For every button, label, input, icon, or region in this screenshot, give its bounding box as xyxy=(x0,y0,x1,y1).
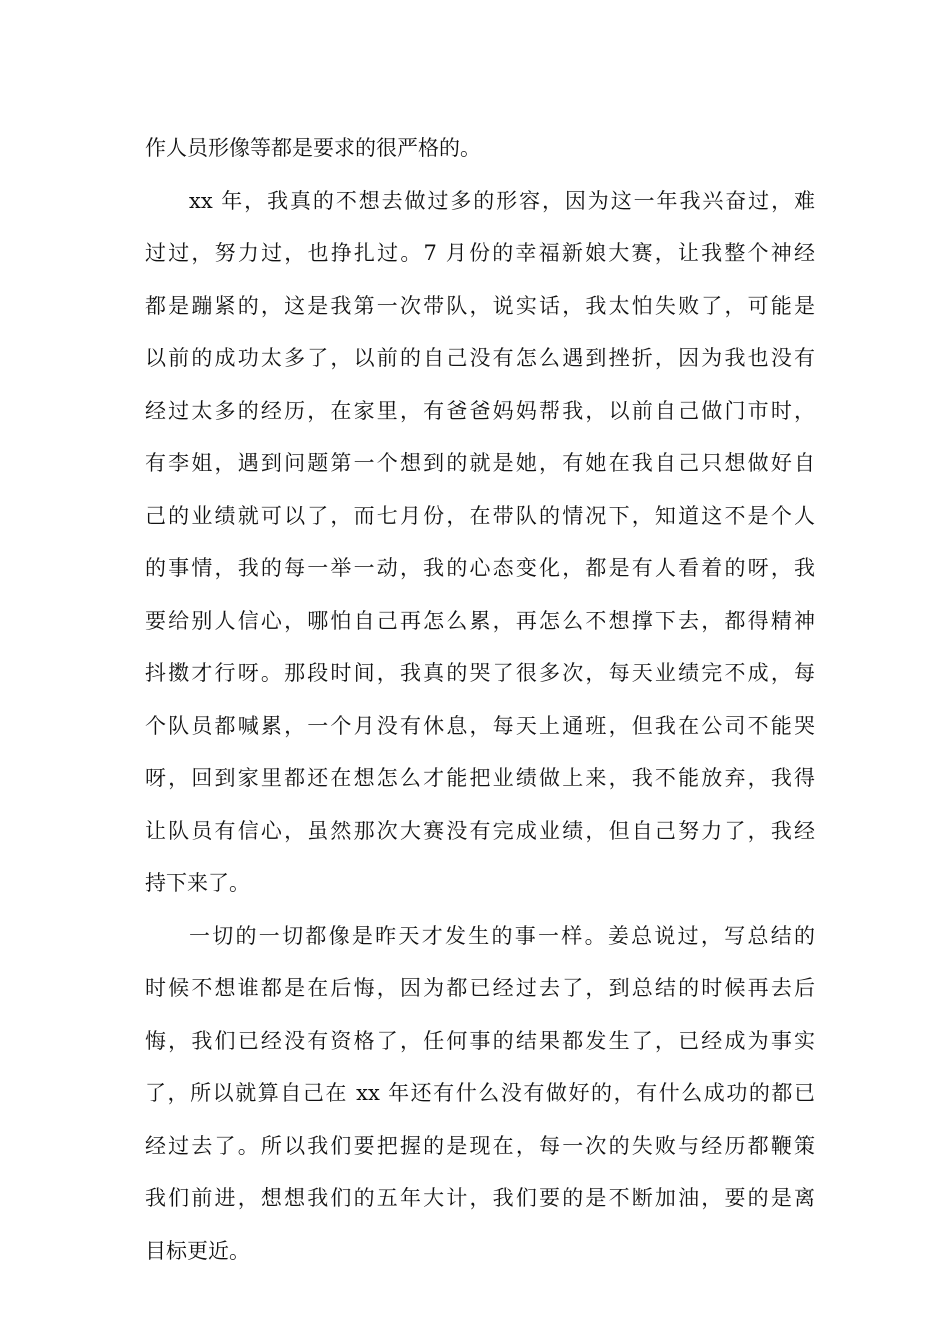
text-line: 我们前进，想想我们的五年大计，我们要的是不断加油，要的是离 xyxy=(145,1186,815,1210)
text-line: 时候不想谁都是在后悔，因为都已经过去了，到总结的时候再去后 xyxy=(145,976,815,1000)
text-line: 目标更近。 xyxy=(145,1238,250,1263)
text-line: 呀，回到家里都还在想怎么才能把业绩做上来，我不能放弃，我得 xyxy=(145,766,815,790)
text-line: 作人员形像等都是要求的很严格的。 xyxy=(145,136,481,160)
text-line: 己的业绩就可以了，而七月份，在带队的情况下，知道这不是个人 xyxy=(145,503,815,528)
text-line: 过过，努力过，也挣扎过。7 月份的幸福新娘大赛，让我整个神经 xyxy=(145,241,815,265)
text-line: 抖擞才行呀。那段时间，我真的哭了很多次，每天业绩完不成，每 xyxy=(145,661,815,685)
text-line: 经过去了。所以我们要把握的是现在，每一次的失败与经历都鞭策 xyxy=(145,1133,815,1158)
text-line: xx 年，我真的不想去做过多的形容，因为这一年我兴奋过，难 xyxy=(189,188,815,213)
body-text xyxy=(145,130,815,1285)
text-line: 了，所以就算自己在 xx 年还有什么没有做好的，有什么成功的都已 xyxy=(145,1081,815,1105)
text-line: 一切的一切都像是昨天才发生的事一样。姜总说过，写总结的 xyxy=(189,923,815,948)
text-line: 持下来了。 xyxy=(145,871,250,895)
text-line: 要给别人信心，哪怕自己再怎么累，再怎么不想撑下去，都得精神 xyxy=(145,608,815,633)
text-line: 让队员有信心，虽然那次大赛没有完成业绩，但自己努力了，我经 xyxy=(145,818,815,843)
text-line: 悔，我们已经没有资格了，任何事的结果都发生了，已经成为事实 xyxy=(145,1028,815,1053)
text-line: 以前的成功太多了，以前的自己没有怎么遇到挫折，因为我也没有 xyxy=(145,346,815,370)
text-line: 经过太多的经历，在家里，有爸爸妈妈帮我，以前自己做门市时， xyxy=(145,398,815,423)
text-line: 有李姐，遇到问题第一个想到的就是她，有她在我自己只想做好自 xyxy=(145,451,815,475)
text-line: 的事情，我的每一举一动，我的心态变化，都是有人看着的呀，我 xyxy=(145,556,815,580)
text-line: 个队员都喊累，一个月没有休息，每天上通班，但我在公司不能哭 xyxy=(145,713,815,738)
text-line: 都是蹦紧的，这是我第一次带队，说实话，我太怕失败了，可能是 xyxy=(145,293,815,318)
